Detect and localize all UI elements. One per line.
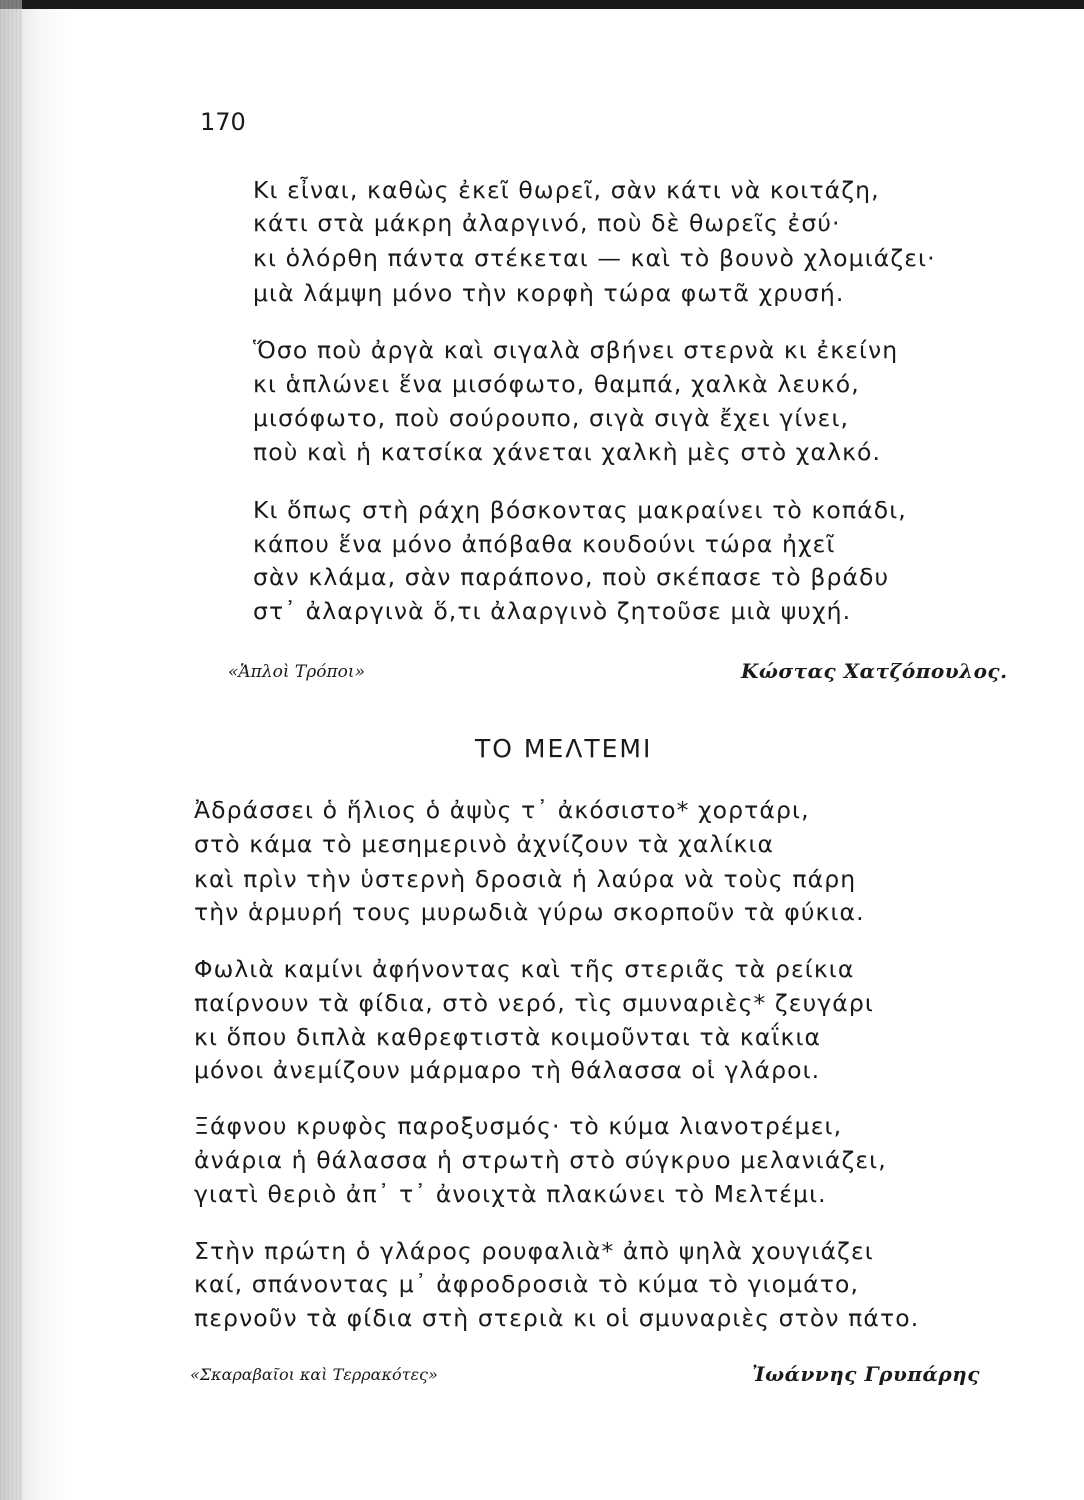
poem-line: παίρνουν τὰ φίδια, στὸ νερό, τὶς σμυναριὲς* ζευγάρι [194,989,874,1017]
poem-line: σὰν κλάμα, σὰν παράπονο, ποὺ σκέπασε τὸ βράδυ [253,563,890,591]
poem-line: τὴν ἁρμυρή τους μυρωδιὰ γύρω σκορποῦν τὰ φύκια. [194,898,865,926]
poem-line: στὸ κάμα τὸ μεσημερινὸ ἀχνίζουν τὰ χαλίκια [194,830,775,858]
poem-2-source: «Σκαραβαῖοι καὶ Τερρακότες» [190,1365,438,1384]
page-top-border [0,0,1084,9]
poem-2-author: Ἰωάννης Γρυπάρης [752,1362,980,1386]
poem-line: καὶ πρὶν τὴν ὑστερνὴ δροσιὰ ἡ λαύρα νὰ τοὺς πάρη [194,865,857,893]
poem-line: κάπου ἕνα μόνο ἀπόβαθα κουδούνι τώρα ἠχεῖ [253,530,836,558]
poem-1-source: «Ἁπλοὶ Τρόποι» [228,662,365,682]
page-number: 170 [200,108,246,136]
poem-line: στ᾿ ἀλαργινὰ ὅ,τι ἀλαργινὸ ζητοῦσε μιὰ ψυχή. [253,597,852,625]
poem-line: περνοῦν τὰ φίδια στὴ στεριὰ κι οἱ σμυναριὲς στὸν πάτο. [194,1304,920,1332]
poem-line: Κι εἶναι, καθὼς ἐκεῖ θωρεῖ, σὰν κάτι νὰ κοιτάζη, [253,176,880,204]
poem-line: γιατὶ θεριὸ ἀπ᾿ τ᾿ ἀνοιχτὰ πλακώνει τὸ Μελτέμι. [194,1180,827,1208]
poem-line: Ξάφνου κρυφὸς παροξυσμός· τὸ κύμα λιανοτρέμει, [194,1112,843,1140]
poem-line: κι ὅπου διπλὰ καθρεφτιστὰ κοιμοῦνται τὰ καΐκια [194,1023,822,1051]
poem-line: μιὰ λάμψη μόνο τὴν κορφὴ τώρα φωτᾶ χρυσή. [253,279,845,307]
poem-line: καί, σπάνοντας μ᾿ ἀφροδροσιὰ τὸ κύμα τὸ γιομάτο, [194,1270,860,1298]
poem-line: Φωλιὰ καμίνι ἀφήνοντας καὶ τῆς στεριᾶς τὰ ρείκια [194,955,855,983]
poem-line: μόνοι ἀνεμίζουν μάρμαρο τὴ θάλασσα οἱ γλάροι. [194,1056,821,1084]
poem-line: Κι ὅπως στὴ ράχη βόσκοντας μακραίνει τὸ κοπάδι, [253,496,907,524]
poem-line: κι ἁπλώνει ἕνα μισόφωτο, θαμπά, χαλκὰ λευκό, [253,370,860,398]
poem-line: ἀνάρια ἡ θάλασσα ἡ στρωτὴ στὸ σύγκρυο μελανιάζει, [194,1146,887,1174]
poem-2-title: ΤΟ ΜΕΛΤΕΜΙ [475,734,653,763]
poem-1-author: Κώστας Χατζόπουλος. [741,659,1008,683]
book-spine-shadow [0,0,22,1500]
poem-line: κάτι στὰ μάκρη ἀλαργινό, ποὺ δὲ θωρεῖς ἐσύ· [253,209,841,237]
poem-line: ποὺ καὶ ἡ κατσίκα χάνεται χαλκὴ μὲς στὸ χαλκό. [253,438,882,466]
poem-line: μισόφωτο, ποὺ σούρουπο, σιγὰ σιγὰ ἔχει γίνει, [253,404,850,432]
poem-line: Στὴν πρώτη ὁ γλάρος ρουφαλιὰ* ἀπὸ ψηλὰ χουγιάζει [194,1237,874,1265]
poem-line: κι ὁλόρθη πάντα στέκεται — καὶ τὸ βουνὸ χλομιάζει· [253,244,936,272]
poem-line: Ὅσο ποὺ ἀργὰ καὶ σιγαλὰ σβήνει στερνὰ κι ἐκείνη [253,336,899,364]
poem-line: Ἀδράσσει ὁ ἥλιος ὁ ἀψὺς τ᾿ ἀκόσιστο* χορτάρι, [194,796,810,824]
